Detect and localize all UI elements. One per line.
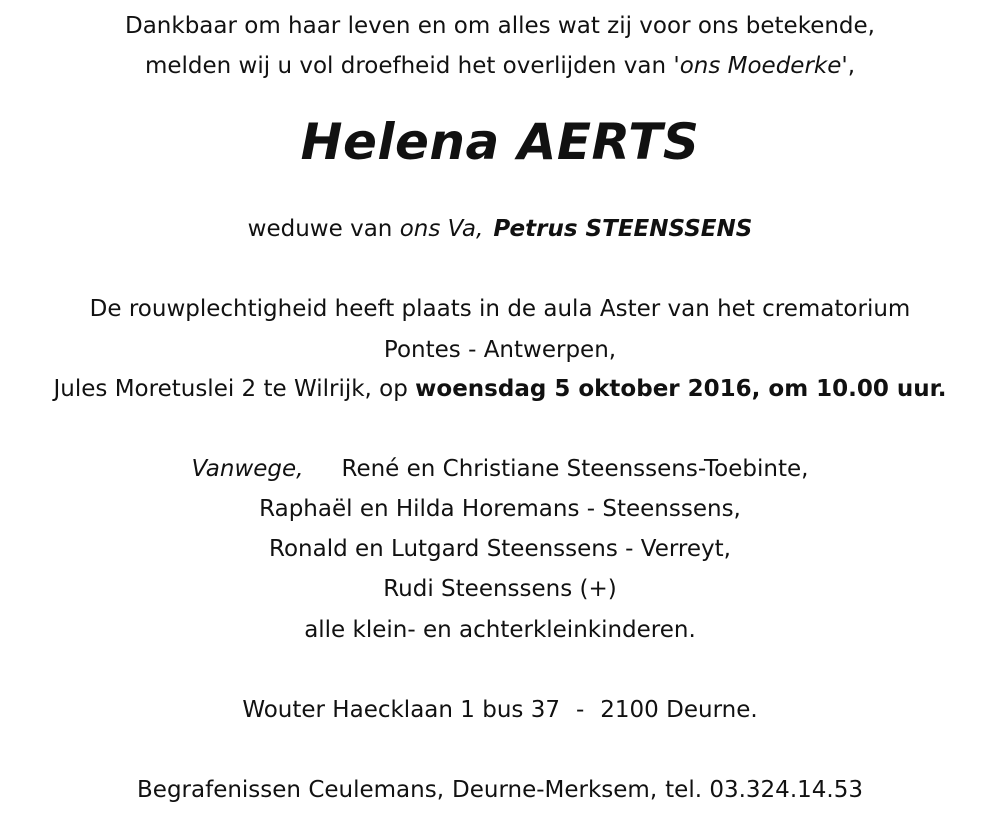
family-member: Ronald en Lutgard Steenssens - Verreyt, xyxy=(269,536,731,562)
family-member: alle klein- en achterkleinkinderen. xyxy=(304,617,696,643)
intro-comma: , xyxy=(847,53,856,79)
family-member: René en Christiane Steenssens-Toebinte, xyxy=(341,456,809,482)
ceremony-line-3 xyxy=(0,374,1000,404)
spouse-name: Petrus STEENSSENS xyxy=(493,216,753,242)
spouse-prefix: weduwe van xyxy=(247,216,400,242)
deceased-name-text: Helena AERTS xyxy=(300,113,700,171)
family-label: Vanwege, xyxy=(191,456,304,482)
address-city: 2100 Deurne. xyxy=(600,697,758,723)
ceremony-address: Jules Moretuslei 2 te Wilrijk, op xyxy=(53,376,416,402)
intro-line-1 xyxy=(0,11,1000,41)
intro-text-2: melden wij u vol droefheid het overlijden van xyxy=(144,53,674,79)
funeral-home-phone: tel. 03.324.14.53 xyxy=(665,777,863,803)
address-line xyxy=(0,695,1000,725)
ceremony-text-2: Pontes - Antwerpen, xyxy=(383,337,617,363)
ceremony-line-2 xyxy=(0,335,1000,365)
ceremony-datetime: woensdag 5 oktober 2016, om 10.00 uur. xyxy=(415,376,947,402)
ceremony-text-1: De rouwplechtigheid heeft plaats in de aula Aster van het crematorium xyxy=(89,296,911,322)
family-member: Rudi Steenssens (+) xyxy=(383,576,617,602)
ceremony-line-1 xyxy=(0,294,1000,324)
intro-text-1: Dankbaar om haar leven en om alles wat zij voor ons betekende, xyxy=(125,13,875,39)
address-street: Wouter Haecklaan 1 bus 37 xyxy=(242,697,560,723)
funeral-home-location: Deurne-Merksem, xyxy=(452,777,658,803)
family-line-2 xyxy=(0,494,1000,524)
spouse-line xyxy=(0,214,1000,244)
family-member: Raphaël en Hilda Horemans - Steenssens, xyxy=(259,496,741,522)
family-line-4 xyxy=(0,574,1000,604)
deceased-name xyxy=(0,112,1000,172)
funeral-home-line xyxy=(0,775,1000,805)
funeral-home-name: Begrafenissen Ceulemans, xyxy=(137,777,445,803)
spouse-relation: ons Va, xyxy=(399,216,484,242)
family-line-3 xyxy=(0,534,1000,564)
intro-line-2 xyxy=(0,51,1000,81)
family-line-5 xyxy=(0,615,1000,645)
nickname-quote: 'ons Moederke' xyxy=(673,53,848,79)
family-line-1 xyxy=(0,454,1000,484)
address-separator: - xyxy=(575,697,585,723)
